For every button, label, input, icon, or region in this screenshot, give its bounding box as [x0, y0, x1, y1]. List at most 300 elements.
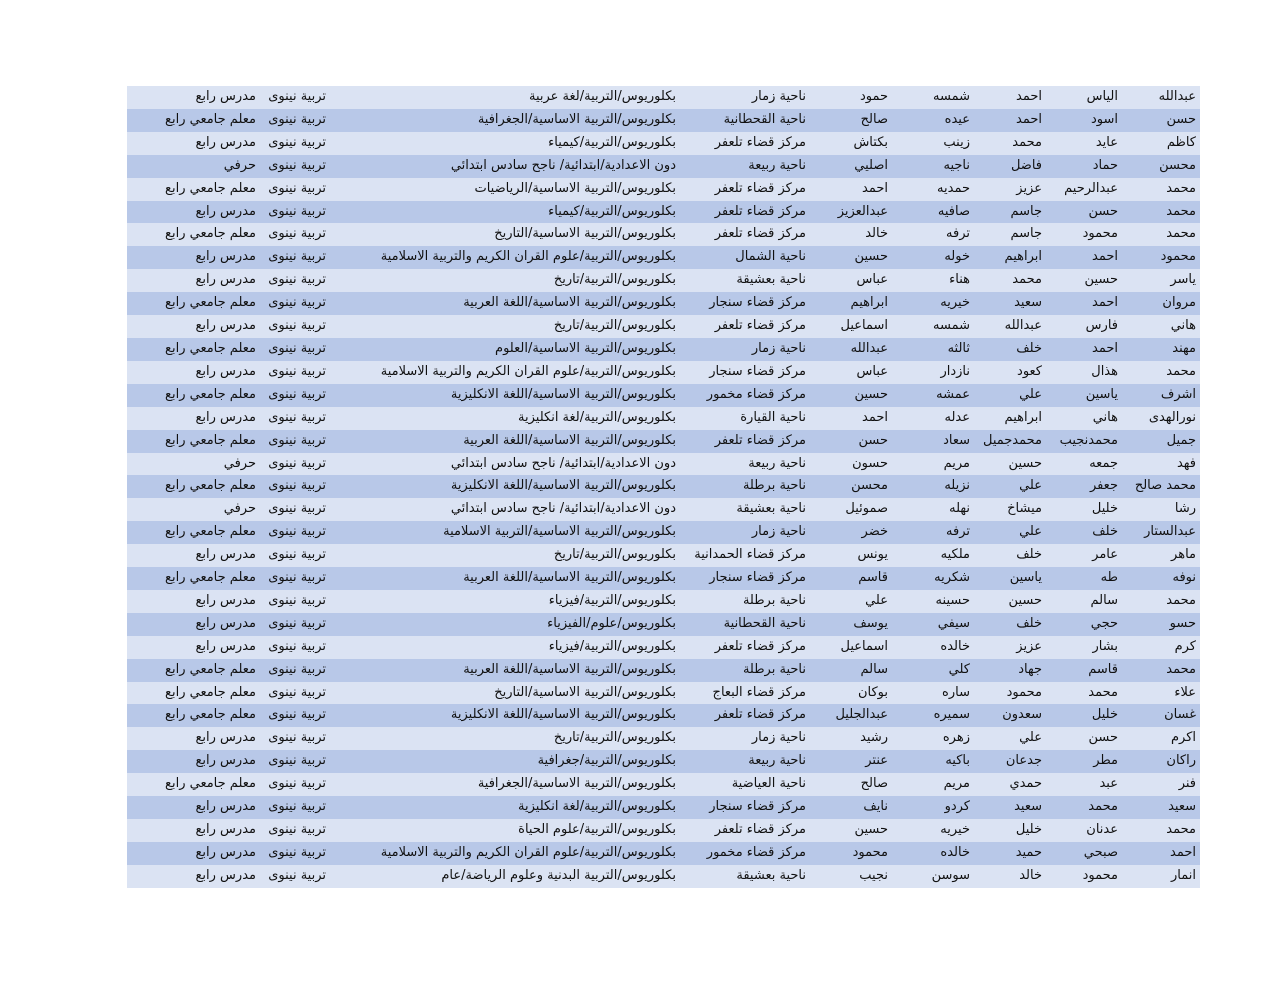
- cell-qualification: بكلوريوس/التربية الاساسية/اللغة العربية: [330, 292, 680, 315]
- cell-first-name: عبدالستار: [1122, 521, 1200, 544]
- cell-first-name: اكرم: [1122, 727, 1200, 750]
- cell-mother-father-name: صموئيل: [810, 498, 892, 521]
- cell-first-name: ماهر: [1122, 544, 1200, 567]
- cell-father-name: صبحي: [1046, 842, 1122, 865]
- cell-directorate: تربية نينوى: [260, 590, 330, 613]
- cell-location: ناحية الشمال: [680, 246, 810, 269]
- cell-grandfather-name: علي: [974, 475, 1046, 498]
- employee-table: [127, 86, 1200, 888]
- cell-job-title: معلم جامعي رابع: [127, 178, 260, 201]
- cell-location: ناحية القيارة: [680, 407, 810, 430]
- table-row: [127, 819, 1200, 842]
- cell-father-name: احمد: [1046, 246, 1122, 269]
- cell-first-name: فهد: [1122, 453, 1200, 476]
- cell-job-title: مدرس رابع: [127, 842, 260, 865]
- cell-grandfather-name: خالد: [974, 865, 1046, 888]
- cell-directorate: تربية نينوى: [260, 155, 330, 178]
- cell-grandfather-name: جاسم: [974, 201, 1046, 224]
- cell-father-name: الياس: [1046, 86, 1122, 109]
- cell-job-title: معلم جامعي رابع: [127, 773, 260, 796]
- cell-job-title: حرفي: [127, 155, 260, 178]
- cell-grandfather-name: سعيد: [974, 796, 1046, 819]
- cell-father-name: ياسين: [1046, 384, 1122, 407]
- cell-first-name: عبدالله: [1122, 86, 1200, 109]
- cell-father-name: عامر: [1046, 544, 1122, 567]
- table-row: [127, 292, 1200, 315]
- cell-job-title: مدرس رابع: [127, 361, 260, 384]
- cell-first-name: نورالهدى: [1122, 407, 1200, 430]
- table-row: [127, 223, 1200, 246]
- cell-directorate: تربية نينوى: [260, 567, 330, 590]
- cell-qualification: بكلوريوس/التربية/كيمياء: [330, 132, 680, 155]
- cell-father-name: بشار: [1046, 636, 1122, 659]
- cell-qualification: بكلوريوس/التربية/لغة انكليزية: [330, 407, 680, 430]
- cell-father-name: جعفر: [1046, 475, 1122, 498]
- table-row: [127, 842, 1200, 865]
- cell-first-name: محمد: [1122, 178, 1200, 201]
- cell-job-title: حرفي: [127, 498, 260, 521]
- cell-father-name: حجي: [1046, 613, 1122, 636]
- cell-location: ناحية ربيعة: [680, 453, 810, 476]
- cell-mother-father-name: خضر: [810, 521, 892, 544]
- cell-qualification: بكلوريوس/التربية الاساسية/الجغرافية: [330, 109, 680, 132]
- cell-qualification: بكلوريوس/التربية الاساسية/الجغرافية: [330, 773, 680, 796]
- cell-first-name: فنر: [1122, 773, 1200, 796]
- cell-job-title: معلم جامعي رابع: [127, 430, 260, 453]
- cell-location: ناحية برطلة: [680, 590, 810, 613]
- cell-grandfather-name: خلف: [974, 613, 1046, 636]
- cell-qualification: بكلوريوس/التربية/كيمياء: [330, 201, 680, 224]
- cell-mother-name: نزيله: [892, 475, 974, 498]
- cell-job-title: معلم جامعي رابع: [127, 704, 260, 727]
- table-row: [127, 750, 1200, 773]
- cell-grandfather-name: جدعان: [974, 750, 1046, 773]
- cell-grandfather-name: حسين: [974, 590, 1046, 613]
- cell-grandfather-name: محمد: [974, 269, 1046, 292]
- cell-location: ناحية بعشيقة: [680, 269, 810, 292]
- cell-father-name: عبدالرحيم: [1046, 178, 1122, 201]
- cell-grandfather-name: احمد: [974, 109, 1046, 132]
- cell-directorate: تربية نينوى: [260, 109, 330, 132]
- cell-location: ناحية زمار: [680, 86, 810, 109]
- cell-qualification: دون الاعدادية/ابتدائية/ ناجح سادس ابتدائي: [330, 498, 680, 521]
- cell-father-name: احمد: [1046, 292, 1122, 315]
- cell-mother-father-name: رشيد: [810, 727, 892, 750]
- table-row: [127, 155, 1200, 178]
- cell-job-title: معلم جامعي رابع: [127, 109, 260, 132]
- cell-qualification: دون الاعدادية/ابتدائية/ ناجح سادس ابتدائي: [330, 155, 680, 178]
- table-row: [127, 567, 1200, 590]
- cell-qualification: بكلوريوس/التربية الاساسية/اللغة العربية: [330, 659, 680, 682]
- cell-father-name: فارس: [1046, 315, 1122, 338]
- cell-mother-father-name: حمود: [810, 86, 892, 109]
- cell-mother-name: كلي: [892, 659, 974, 682]
- cell-mother-father-name: حسين: [810, 384, 892, 407]
- cell-location: مركز قضاء تلعفر: [680, 704, 810, 727]
- cell-father-name: احمد: [1046, 338, 1122, 361]
- cell-father-name: محمود: [1046, 223, 1122, 246]
- cell-mother-father-name: يونس: [810, 544, 892, 567]
- cell-grandfather-name: ميشاخ: [974, 498, 1046, 521]
- table-row: [127, 865, 1200, 888]
- cell-mother-father-name: نايف: [810, 796, 892, 819]
- cell-father-name: قاسم: [1046, 659, 1122, 682]
- cell-mother-father-name: عبدالعزيز: [810, 201, 892, 224]
- cell-first-name: مهند: [1122, 338, 1200, 361]
- cell-location: ناحية زمار: [680, 727, 810, 750]
- cell-job-title: معلم جامعي رابع: [127, 223, 260, 246]
- cell-father-name: عايد: [1046, 132, 1122, 155]
- cell-grandfather-name: علي: [974, 384, 1046, 407]
- cell-father-name: حسين: [1046, 269, 1122, 292]
- cell-job-title: مدرس رابع: [127, 201, 260, 224]
- cell-qualification: بكلوريوس/التربية/جغرافية: [330, 750, 680, 773]
- cell-directorate: تربية نينوى: [260, 773, 330, 796]
- cell-father-name: جمعه: [1046, 453, 1122, 476]
- cell-first-name: راكان: [1122, 750, 1200, 773]
- cell-location: مركز قضاء البعاج: [680, 682, 810, 705]
- cell-location: مركز قضاء تلعفر: [680, 636, 810, 659]
- cell-mother-name: سيفي: [892, 613, 974, 636]
- cell-mother-name: عيده: [892, 109, 974, 132]
- cell-mother-name: عمشه: [892, 384, 974, 407]
- cell-first-name: جميل: [1122, 430, 1200, 453]
- table-row: [127, 315, 1200, 338]
- cell-location: ناحية بعشيقة: [680, 865, 810, 888]
- cell-grandfather-name: فاضل: [974, 155, 1046, 178]
- cell-qualification: بكلوريوس/التربية/تاريخ: [330, 544, 680, 567]
- cell-first-name: محمود: [1122, 246, 1200, 269]
- cell-job-title: معلم جامعي رابع: [127, 521, 260, 544]
- cell-mother-name: خوله: [892, 246, 974, 269]
- cell-mother-name: زهره: [892, 727, 974, 750]
- table-row: [127, 498, 1200, 521]
- cell-mother-name: نازدار: [892, 361, 974, 384]
- cell-grandfather-name: ابراهيم: [974, 407, 1046, 430]
- cell-qualification: بكلوريوس/علوم/الفيزياء: [330, 613, 680, 636]
- cell-mother-name: خيريه: [892, 292, 974, 315]
- cell-grandfather-name: علي: [974, 521, 1046, 544]
- cell-first-name: حسو: [1122, 613, 1200, 636]
- cell-first-name: ياسر: [1122, 269, 1200, 292]
- table-row: [127, 521, 1200, 544]
- cell-qualification: بكلوريوس/التربية/تاريخ: [330, 727, 680, 750]
- cell-grandfather-name: خلف: [974, 544, 1046, 567]
- table-row: [127, 796, 1200, 819]
- cell-father-name: اسود: [1046, 109, 1122, 132]
- cell-mother-name: خالده: [892, 842, 974, 865]
- cell-mother-father-name: محسن: [810, 475, 892, 498]
- cell-directorate: تربية نينوى: [260, 682, 330, 705]
- cell-directorate: تربية نينوى: [260, 407, 330, 430]
- cell-first-name: انمار: [1122, 865, 1200, 888]
- cell-mother-father-name: عنتر: [810, 750, 892, 773]
- cell-mother-name: ساره: [892, 682, 974, 705]
- cell-mother-name: شكريه: [892, 567, 974, 590]
- cell-mother-name: هناء: [892, 269, 974, 292]
- cell-mother-name: ترفه: [892, 223, 974, 246]
- cell-location: مركز قضاء تلعفر: [680, 201, 810, 224]
- cell-mother-name: خيريه: [892, 819, 974, 842]
- cell-location: مركز قضاء مخمور: [680, 384, 810, 407]
- cell-first-name: محمد: [1122, 590, 1200, 613]
- table-row: [127, 384, 1200, 407]
- table-row: [127, 453, 1200, 476]
- cell-job-title: مدرس رابع: [127, 796, 260, 819]
- cell-job-title: معلم جامعي رابع: [127, 567, 260, 590]
- cell-first-name: احمد: [1122, 842, 1200, 865]
- cell-location: مركز قضاء تلعفر: [680, 178, 810, 201]
- cell-directorate: تربية نينوى: [260, 727, 330, 750]
- cell-father-name: خلف: [1046, 521, 1122, 544]
- cell-qualification: بكلوريوس/التربية الاساسية/اللغة الانكليزية: [330, 384, 680, 407]
- cell-job-title: معلم جامعي رابع: [127, 682, 260, 705]
- cell-location: ناحية العياضية: [680, 773, 810, 796]
- cell-father-name: خليل: [1046, 704, 1122, 727]
- cell-father-name: محمد: [1046, 682, 1122, 705]
- cell-mother-father-name: حسن: [810, 430, 892, 453]
- cell-directorate: تربية نينوى: [260, 178, 330, 201]
- cell-father-name: هاني: [1046, 407, 1122, 430]
- table-row: [127, 613, 1200, 636]
- cell-grandfather-name: احمد: [974, 86, 1046, 109]
- cell-mother-name: زينب: [892, 132, 974, 155]
- cell-first-name: محمد صالح: [1122, 475, 1200, 498]
- cell-job-title: مدرس رابع: [127, 636, 260, 659]
- cell-location: ناحية القحطانية: [680, 613, 810, 636]
- cell-job-title: مدرس رابع: [127, 727, 260, 750]
- cell-directorate: تربية نينوى: [260, 201, 330, 224]
- cell-qualification: بكلوريوس/التربية الاساسية/التاريخ: [330, 682, 680, 705]
- cell-first-name: علاء: [1122, 682, 1200, 705]
- cell-mother-father-name: حسين: [810, 246, 892, 269]
- cell-mother-name: كردو: [892, 796, 974, 819]
- cell-qualification: بكلوريوس/التربية/علوم القران الكريم والتربية الاسلامية: [330, 842, 680, 865]
- cell-mother-name: سعاد: [892, 430, 974, 453]
- cell-location: ناحية زمار: [680, 521, 810, 544]
- cell-first-name: محمد: [1122, 223, 1200, 246]
- cell-directorate: تربية نينوى: [260, 842, 330, 865]
- cell-directorate: تربية نينوى: [260, 132, 330, 155]
- cell-mother-name: خالده: [892, 636, 974, 659]
- cell-location: مركز قضاء سنجار: [680, 292, 810, 315]
- cell-grandfather-name: عزيز: [974, 636, 1046, 659]
- cell-qualification: بكلوريوس/التربية الاساسية/اللغة العربية: [330, 430, 680, 453]
- cell-grandfather-name: محمدجميل: [974, 430, 1046, 453]
- cell-directorate: تربية نينوى: [260, 269, 330, 292]
- table-row: [127, 727, 1200, 750]
- cell-directorate: تربية نينوى: [260, 544, 330, 567]
- cell-job-title: مدرس رابع: [127, 613, 260, 636]
- cell-qualification: بكلوريوس/التربية الاساسية/التربية الاسلامية: [330, 521, 680, 544]
- table-row: [127, 269, 1200, 292]
- cell-location: مركز قضاء تلعفر: [680, 315, 810, 338]
- cell-location: مركز قضاء تلعفر: [680, 430, 810, 453]
- table-row: [127, 178, 1200, 201]
- cell-father-name: عدنان: [1046, 819, 1122, 842]
- cell-mother-name: عدله: [892, 407, 974, 430]
- cell-job-title: مدرس رابع: [127, 819, 260, 842]
- cell-mother-father-name: يوسف: [810, 613, 892, 636]
- cell-directorate: تربية نينوى: [260, 292, 330, 315]
- cell-mother-name: باكيه: [892, 750, 974, 773]
- cell-directorate: تربية نينوى: [260, 521, 330, 544]
- table-row: [127, 86, 1200, 109]
- cell-directorate: تربية نينوى: [260, 223, 330, 246]
- cell-mother-father-name: محمود: [810, 842, 892, 865]
- cell-grandfather-name: عبدالله: [974, 315, 1046, 338]
- cell-grandfather-name: ياسين: [974, 567, 1046, 590]
- table-row: [127, 475, 1200, 498]
- cell-job-title: مدرس رابع: [127, 544, 260, 567]
- cell-job-title: معلم جامعي رابع: [127, 338, 260, 361]
- cell-location: ناحية برطلة: [680, 659, 810, 682]
- cell-father-name: خليل: [1046, 498, 1122, 521]
- table-row: [127, 338, 1200, 361]
- cell-mother-name: حمديه: [892, 178, 974, 201]
- cell-location: ناحية ربيعة: [680, 155, 810, 178]
- cell-location: ناحية بعشيقة: [680, 498, 810, 521]
- cell-location: ناحية زمار: [680, 338, 810, 361]
- cell-job-title: مدرس رابع: [127, 315, 260, 338]
- cell-mother-father-name: اسماعيل: [810, 636, 892, 659]
- cell-mother-name: سوسن: [892, 865, 974, 888]
- cell-qualification: بكلوريوس/التربية/لغة عربية: [330, 86, 680, 109]
- cell-directorate: تربية نينوى: [260, 86, 330, 109]
- cell-grandfather-name: عزيز: [974, 178, 1046, 201]
- cell-father-name: محمدنجيب: [1046, 430, 1122, 453]
- cell-mother-name: صافيه: [892, 201, 974, 224]
- cell-grandfather-name: خليل: [974, 819, 1046, 842]
- cell-mother-father-name: احمد: [810, 407, 892, 430]
- cell-job-title: معلم جامعي رابع: [127, 659, 260, 682]
- cell-job-title: مدرس رابع: [127, 750, 260, 773]
- cell-location: مركز قضاء سنجار: [680, 361, 810, 384]
- cell-qualification: بكلوريوس/التربية الاساسية/اللغة العربية: [330, 567, 680, 590]
- cell-mother-father-name: بكتاش: [810, 132, 892, 155]
- cell-directorate: تربية نينوى: [260, 636, 330, 659]
- cell-job-title: مدرس رابع: [127, 132, 260, 155]
- cell-mother-name: شمسه: [892, 86, 974, 109]
- cell-qualification: دون الاعدادية/ابتدائية/ ناجح سادس ابتدائي: [330, 453, 680, 476]
- cell-location: مركز قضاء الحمدانية: [680, 544, 810, 567]
- cell-father-name: حسن: [1046, 201, 1122, 224]
- cell-mother-father-name: علي: [810, 590, 892, 613]
- cell-qualification: بكلوريوس/التربية الاساسية/الرياضيات: [330, 178, 680, 201]
- cell-directorate: تربية نينوى: [260, 498, 330, 521]
- cell-directorate: تربية نينوى: [260, 361, 330, 384]
- cell-grandfather-name: محمد: [974, 132, 1046, 155]
- cell-mother-name: مريم: [892, 453, 974, 476]
- cell-first-name: محمد: [1122, 659, 1200, 682]
- cell-first-name: اشرف: [1122, 384, 1200, 407]
- cell-father-name: مطر: [1046, 750, 1122, 773]
- cell-location: مركز قضاء سنجار: [680, 567, 810, 590]
- cell-grandfather-name: خلف: [974, 338, 1046, 361]
- cell-location: ناحية برطلة: [680, 475, 810, 498]
- cell-first-name: غسان: [1122, 704, 1200, 727]
- cell-grandfather-name: جاسم: [974, 223, 1046, 246]
- cell-grandfather-name: علي: [974, 727, 1046, 750]
- cell-first-name: سعيد: [1122, 796, 1200, 819]
- cell-first-name: نوفه: [1122, 567, 1200, 590]
- cell-job-title: معلم جامعي رابع: [127, 384, 260, 407]
- cell-first-name: محمد: [1122, 361, 1200, 384]
- cell-mother-name: ثالثه: [892, 338, 974, 361]
- cell-grandfather-name: حميد: [974, 842, 1046, 865]
- cell-mother-name: نهله: [892, 498, 974, 521]
- cell-mother-name: ناجيه: [892, 155, 974, 178]
- cell-job-title: مدرس رابع: [127, 407, 260, 430]
- cell-mother-father-name: عبدالجليل: [810, 704, 892, 727]
- cell-mother-father-name: اسماعيل: [810, 315, 892, 338]
- cell-directorate: تربية نينوى: [260, 704, 330, 727]
- cell-mother-father-name: نجيب: [810, 865, 892, 888]
- cell-first-name: محسن: [1122, 155, 1200, 178]
- cell-qualification: بكلوريوس/التربية/علوم الحياة: [330, 819, 680, 842]
- cell-first-name: حسن: [1122, 109, 1200, 132]
- table-row: [127, 201, 1200, 224]
- cell-job-title: معلم جامعي رابع: [127, 292, 260, 315]
- cell-mother-father-name: بوكان: [810, 682, 892, 705]
- cell-mother-father-name: قاسم: [810, 567, 892, 590]
- cell-location: مركز قضاء سنجار: [680, 796, 810, 819]
- table-row: [127, 407, 1200, 430]
- cell-grandfather-name: حمدي: [974, 773, 1046, 796]
- cell-grandfather-name: ابراهيم: [974, 246, 1046, 269]
- cell-mother-name: مريم: [892, 773, 974, 796]
- cell-grandfather-name: جهاد: [974, 659, 1046, 682]
- cell-mother-father-name: عباس: [810, 361, 892, 384]
- cell-grandfather-name: سعدون: [974, 704, 1046, 727]
- table-body: [127, 86, 1200, 888]
- cell-mother-father-name: صالح: [810, 109, 892, 132]
- cell-directorate: تربية نينوى: [260, 865, 330, 888]
- cell-qualification: بكلوريوس/التربية البدنية وعلوم الرياضة/عام: [330, 865, 680, 888]
- table-row: [127, 773, 1200, 796]
- table-row: [127, 636, 1200, 659]
- cell-father-name: عبد: [1046, 773, 1122, 796]
- cell-father-name: محمد: [1046, 796, 1122, 819]
- cell-directorate: تربية نينوى: [260, 430, 330, 453]
- cell-mother-name: ترفه: [892, 521, 974, 544]
- cell-mother-father-name: حسين: [810, 819, 892, 842]
- cell-mother-father-name: خالد: [810, 223, 892, 246]
- cell-qualification: بكلوريوس/التربية/لغة انكليزية: [330, 796, 680, 819]
- cell-first-name: كاظم: [1122, 132, 1200, 155]
- table-row: [127, 544, 1200, 567]
- cell-first-name: محمد: [1122, 201, 1200, 224]
- cell-qualification: بكلوريوس/التربية الاساسية/اللغة الانكليزية: [330, 704, 680, 727]
- cell-location: مركز قضاء تلعفر: [680, 132, 810, 155]
- cell-first-name: رشا: [1122, 498, 1200, 521]
- table-row: [127, 132, 1200, 155]
- cell-first-name: كرم: [1122, 636, 1200, 659]
- cell-mother-father-name: سالم: [810, 659, 892, 682]
- cell-mother-name: ملكيه: [892, 544, 974, 567]
- cell-qualification: بكلوريوس/التربية/فيزياء: [330, 590, 680, 613]
- cell-mother-name: حسينه: [892, 590, 974, 613]
- cell-directorate: تربية نينوى: [260, 475, 330, 498]
- cell-directorate: تربية نينوى: [260, 819, 330, 842]
- cell-location: مركز قضاء تلعفر: [680, 819, 810, 842]
- cell-first-name: مروان: [1122, 292, 1200, 315]
- cell-grandfather-name: كعود: [974, 361, 1046, 384]
- cell-grandfather-name: حسين: [974, 453, 1046, 476]
- cell-qualification: بكلوريوس/التربية الاساسية/اللغة الانكليزية: [330, 475, 680, 498]
- cell-directorate: تربية نينوى: [260, 796, 330, 819]
- cell-location: مركز قضاء مخمور: [680, 842, 810, 865]
